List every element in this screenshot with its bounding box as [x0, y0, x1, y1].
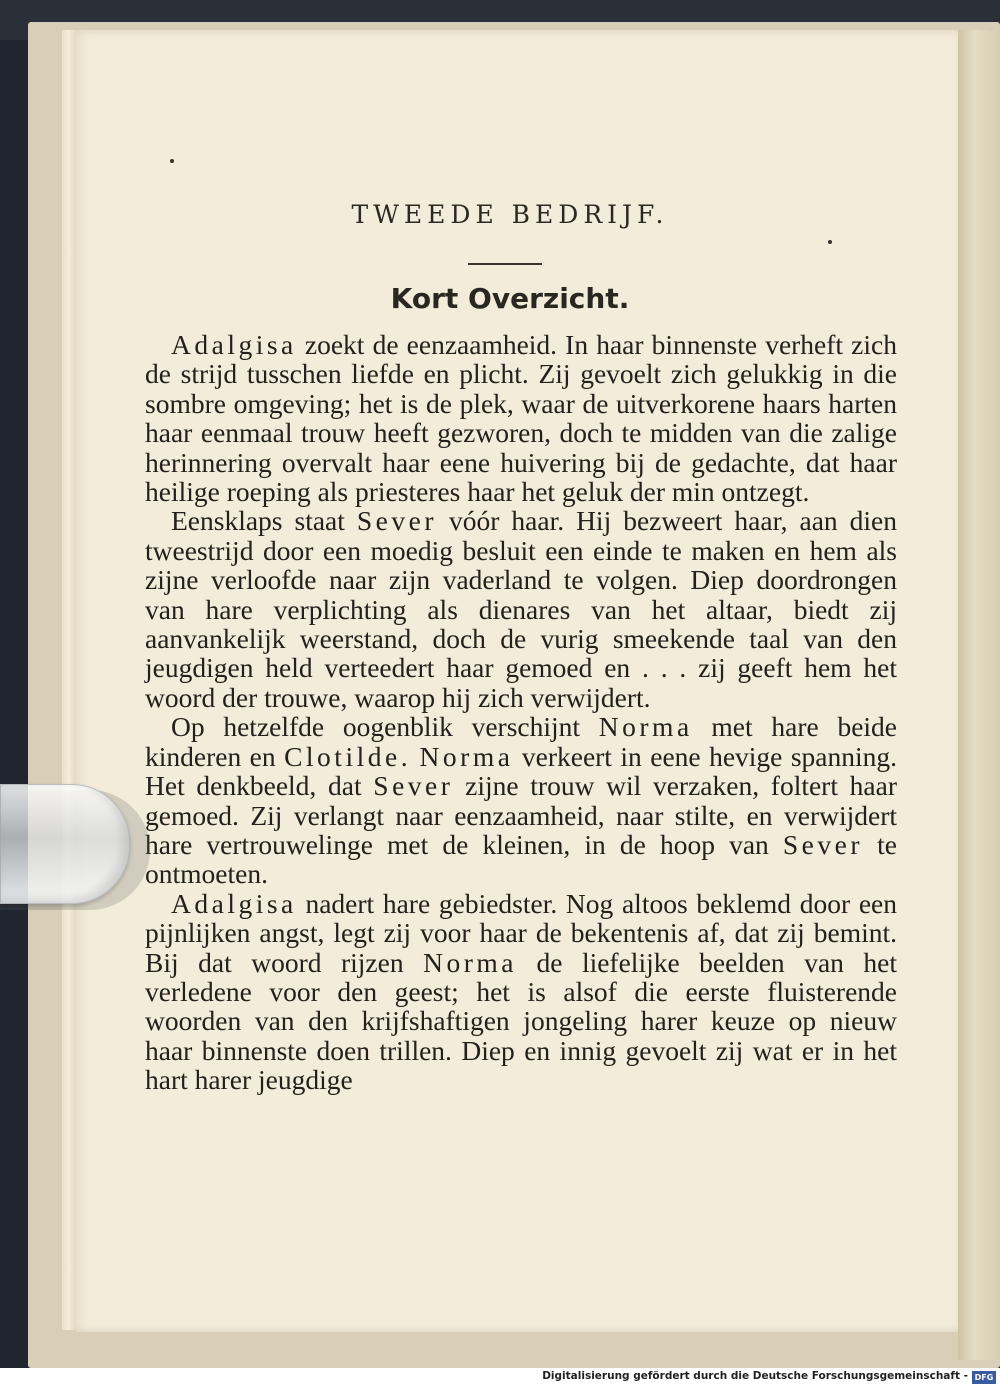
name-norma: Norma: [423, 946, 517, 978]
body-text: [145, 330, 897, 1095]
paragraph-3: [145, 712, 897, 888]
paragraph-3-part-d: verkeert in eene hevige spanning. Het denkbeeld, dat: [145, 740, 898, 802]
name-sever: Sever: [356, 505, 438, 537]
footer-credit: Digitalisierung gefördert durch die Deutsche Forschungsgemeinschaft -: [542, 1370, 968, 1382]
paragraph-1: [145, 330, 897, 506]
paragraph-3-part-e: zijne trouw wil verzaken, foltert haar gemoed. Zij verlangt naar eenzaamheid, naar stilte, en verwijdert hare vertrouwelinge met de kleinen, in de hoop van: [145, 770, 897, 860]
paragraph-4-part-a: nadert hare gebiedster. Nog altoos beklemd door een pijnlijken angst, legt zij voor haar de bekentenis af, dat zij bemint. Bij dat woord rijzen: [145, 887, 897, 978]
name-adalgisa: Adalgisa: [171, 887, 297, 919]
name-adalgisa: Adalgisa: [171, 329, 297, 360]
section-subtitle: Kort Overzicht.: [390, 282, 630, 315]
name-norma: Norma: [598, 711, 693, 743]
name-norma: Norma: [419, 740, 514, 772]
paragraph-4-part-b: de liefelijke beelden van het verledene voor den geest; het is alsof die eerste fluisterende woorden van den krijfshaftigen jongeling harer keuze op nieuw haar binnenste doen trillen. Diep en innig gevoelt zij wat er in het hart harer jeugdige: [145, 946, 897, 1096]
paragraph-2-lead: Eensklaps staat: [171, 505, 357, 537]
title-divider: [468, 263, 542, 265]
paragraph-3-part-a: Op hetzelfde oogenblik verschijnt: [171, 711, 599, 743]
paragraph-1-text: zoekt de eenzaamheid. In haar binnenste verheft zich de strijd tusschen liefde en plicht. Zij gevoelt zich gelukkig in die sombre omgeving; het is de plek, waar de uitverkorene haars harten haar eenmaal trouw heeft gezworen, doch te midden van die zalige herinnering overvalt haar eene huivering bij de gedachte, dat haar heilige roeping als priesteres haar het geluk der min ontzegt.: [145, 329, 897, 508]
name-sever: Sever: [782, 828, 864, 860]
paragraph-2-text: vóór haar. Hij bezweert haar, aan dien tweestrijd door een moedig besluit een einde te maken en hem als zijne verloofde naar zijn vaderland te volgen. Diep doordrongen van hare verplichting als dienares van het altaar, biedt zij aanvankelijk weerstand, doch de vurig smeekende taal van den jeugdigen held verteedert haar gemoed en . . . zij geeft hem het woord der trouwe, waarop hij zich verwijdert.: [145, 505, 897, 713]
paragraph-4: [145, 889, 897, 1095]
page-clip: [0, 784, 130, 904]
page-edge-right: [958, 30, 1000, 1360]
name-sever: Sever: [373, 770, 454, 802]
paragraph-3-part-f: te ontmoeten.: [145, 828, 897, 890]
dfg-logo: DFG: [972, 1371, 996, 1384]
paragraph-3-part-c: [411, 741, 419, 772]
paragraph-3-part-b: met hare beide kinderen en: [145, 711, 897, 772]
ink-speck: [170, 159, 174, 163]
ink-speck: [828, 240, 832, 244]
page-title: TWEEDE BEDRIJF.: [351, 200, 669, 229]
name-clotilde: Clotilde.: [284, 740, 412, 772]
paragraph-2: [145, 506, 897, 712]
